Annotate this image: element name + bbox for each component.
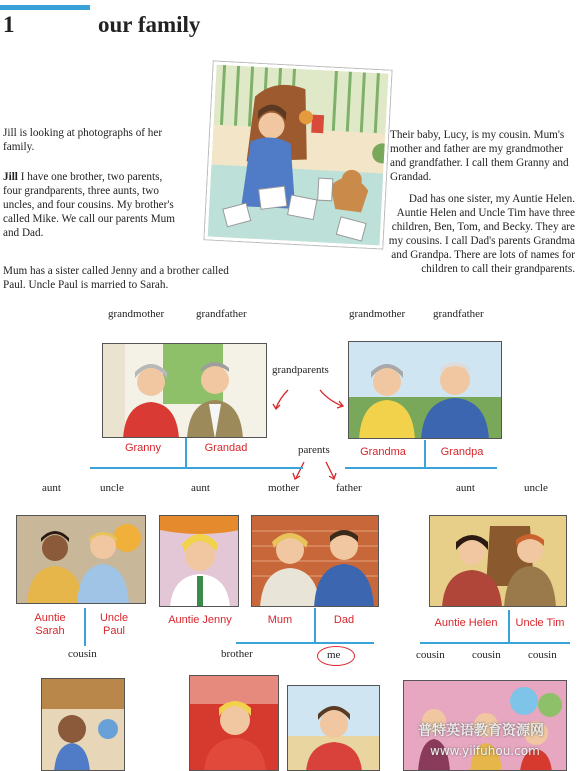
label-grandmother-left: grandmother [108,308,165,320]
label-brother: brother [221,648,253,660]
photo-auntie-helen-uncle-tim [429,515,567,607]
tree-line [424,440,426,468]
label-grandmother-right: grandmother [349,308,406,320]
label-father: father [336,482,362,494]
intro-paragraph-2: Jill I have one brother, two parents, four grandparents, three aunts, two uncles, and four cousins. My brother's called Mike. We call our parents Mum and Dad. [3,171,175,239]
jill-looking-at-photos-illustration [204,61,391,248]
intro-paragraph-1: Jill is looking at photographs of her family. [3,127,163,153]
tree-line [508,610,510,642]
tree-line [345,467,497,469]
name-granny: Granny [124,442,162,454]
label-mother: mother [268,482,300,494]
intro-paragraph-4: Their baby, Lucy, is my cousin. Mum's mother and father are my grandmother and grandfather. I call them Granny and Grandad. [390,129,569,183]
watermark-url: www.yiifuhou.com [430,744,540,758]
label-aunt-2: aunt [191,482,210,494]
photo-granny-grandad [102,343,267,438]
header-accent-bar [0,5,90,10]
name-uncle-tim: Uncle Tim [515,617,565,629]
label-uncle-1: uncle [100,482,124,494]
grandparents-arrows [270,384,350,414]
label-cousin-r3: cousin [528,649,557,661]
label-aunt-3: aunt [456,482,475,494]
chapter-number: 1 [3,12,15,37]
name-mum: Mum [267,614,293,626]
tree-line [236,642,374,644]
chapter-title: our family [98,12,201,37]
photo-brother-mike [189,675,279,771]
label-parents: parents [298,444,330,456]
label-cousin-left: cousin [68,648,97,660]
label-cousin-r2: cousin [472,649,501,661]
name-grandpa: Grandpa [440,446,484,458]
label-uncle-2: uncle [524,482,548,494]
name-auntie-helen: Auntie Helen [434,617,498,629]
photo-baby-lucy [41,678,125,771]
label-aunt-1: aunt [42,482,61,494]
label-cousin-r1: cousin [416,649,445,661]
tree-line [314,608,316,642]
tree-line [185,438,187,468]
label-me: me [327,649,341,661]
name-auntie-sarah: Auntie Sarah [34,612,66,637]
speaker-name: Jill [3,171,18,183]
intro-paragraph-5: Dad has one sister, my Auntie Helen. Auntie Helen and Uncle Tim have three children, Ben, Tom, and Becky. They are my cousins. I call Dad's parents Grandma and Grandpa. There are lots of names for children to call their grandparents. [388,193,575,275]
label-grandfather-left: grandfather [196,308,247,320]
name-uncle-paul: Uncle Paul [99,612,129,637]
intro-paragraph-3: Mum has a sister called Jenny and a brother called Paul. Uncle Paul is married to Sarah. [3,265,229,291]
photo-mum-dad [251,515,379,607]
watermark-text: 普特英语教育资源网 [418,723,544,739]
photo-auntie-sarah-uncle-paul [16,515,146,604]
tree-line [84,608,86,646]
name-auntie-jenny: Auntie Jenny [168,614,232,626]
tree-line [420,642,570,644]
tree-line [90,467,303,469]
photo-auntie-jenny [159,515,239,607]
photo-grandma-grandpa [348,341,502,439]
name-grandma: Grandma [360,446,406,458]
name-dad: Dad [333,614,355,626]
photo-jill [287,685,380,771]
label-grandfather-right: grandfather [433,308,484,320]
label-grandparents: grandparents [272,364,329,376]
name-grandad: Grandad [204,442,248,454]
